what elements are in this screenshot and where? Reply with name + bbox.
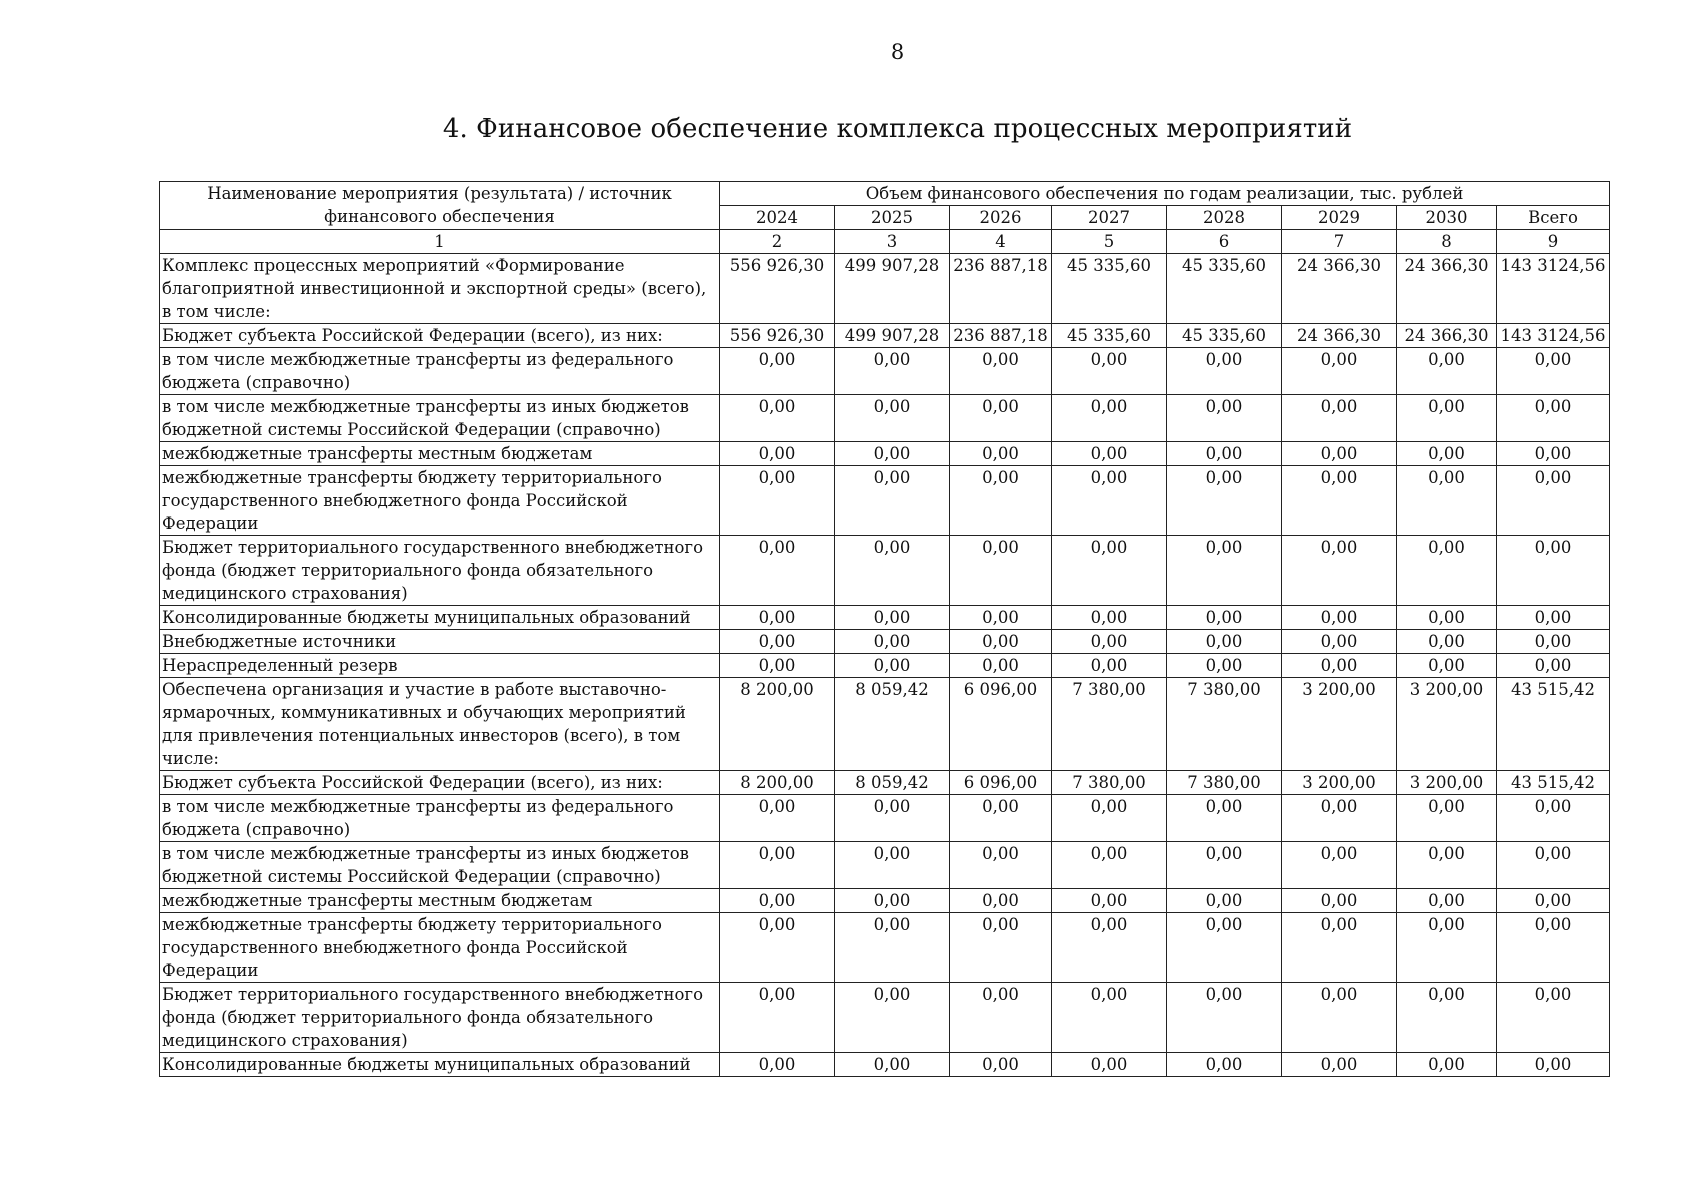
table-row — [160, 395, 1610, 442]
header-name-cell: Наименование мероприятия (результата) / источник финансового обеспечения — [160, 182, 720, 230]
table-row — [160, 606, 1610, 630]
row-value: 0,00 — [835, 442, 950, 466]
row-total-value: 0,00 — [1497, 889, 1610, 913]
row-total-value: 0,00 — [1497, 842, 1610, 889]
row-value: 45 335,60 — [1052, 324, 1167, 348]
row-value: 0,00 — [950, 842, 1052, 889]
row-value: 7 380,00 — [1167, 678, 1282, 771]
row-name: Бюджет субъекта Российской Федерации (всего), из них: — [160, 771, 720, 795]
row-name: межбюджетные трансферты бюджету территориального государственного внебюджетного фонда Российской Федерации — [160, 466, 720, 536]
row-value: 0,00 — [1167, 889, 1282, 913]
row-value: 0,00 — [950, 348, 1052, 395]
row-value: 7 380,00 — [1167, 771, 1282, 795]
row-value: 0,00 — [1167, 395, 1282, 442]
row-value: 0,00 — [950, 466, 1052, 536]
table-row — [160, 536, 1610, 606]
row-total-value: 0,00 — [1497, 1053, 1610, 1077]
row-value: 0,00 — [1282, 442, 1397, 466]
row-value: 0,00 — [720, 466, 835, 536]
row-value: 0,00 — [835, 536, 950, 606]
row-name: в том числе межбюджетные трансферты из иных бюджетов бюджетной системы Российской Федерации (справочно) — [160, 395, 720, 442]
table-body — [160, 254, 1610, 1077]
row-total-value: 143 3124,56 — [1497, 254, 1610, 324]
year-header: 2028 — [1167, 206, 1282, 230]
column-number: 6 — [1167, 230, 1282, 254]
row-value: 0,00 — [1052, 795, 1167, 842]
row-total-value: 0,00 — [1497, 654, 1610, 678]
table-row — [160, 654, 1610, 678]
row-value: 0,00 — [1052, 442, 1167, 466]
row-value: 0,00 — [1282, 654, 1397, 678]
row-value: 6 096,00 — [950, 771, 1052, 795]
table-row — [160, 442, 1610, 466]
row-value: 0,00 — [1282, 466, 1397, 536]
row-value: 8 200,00 — [720, 678, 835, 771]
table-row — [160, 630, 1610, 654]
row-value: 0,00 — [1167, 842, 1282, 889]
row-total-value: 0,00 — [1497, 466, 1610, 536]
year-header: 2029 — [1282, 206, 1397, 230]
row-total-value: 0,00 — [1497, 536, 1610, 606]
column-number: 4 — [950, 230, 1052, 254]
row-value: 0,00 — [835, 983, 950, 1053]
row-name: Консолидированные бюджеты муниципальных образований — [160, 606, 720, 630]
row-value: 0,00 — [720, 795, 835, 842]
row-value: 0,00 — [1397, 536, 1497, 606]
row-value: 0,00 — [1282, 889, 1397, 913]
row-value: 7 380,00 — [1052, 678, 1167, 771]
row-name: межбюджетные трансферты местным бюджетам — [160, 442, 720, 466]
row-value: 0,00 — [720, 983, 835, 1053]
row-value: 0,00 — [1282, 913, 1397, 983]
row-value: 0,00 — [1282, 630, 1397, 654]
row-value: 0,00 — [1052, 630, 1167, 654]
row-name: в том числе межбюджетные трансферты из федерального бюджета (справочно) — [160, 795, 720, 842]
table-row — [160, 324, 1610, 348]
row-value: 0,00 — [1397, 889, 1497, 913]
row-value: 236 887,18 — [950, 254, 1052, 324]
row-value: 0,00 — [1397, 654, 1497, 678]
row-value: 0,00 — [720, 442, 835, 466]
row-value: 0,00 — [1052, 395, 1167, 442]
table-row — [160, 913, 1610, 983]
row-value: 0,00 — [1052, 606, 1167, 630]
row-value: 0,00 — [720, 536, 835, 606]
row-name: Комплекс процессных мероприятий «Формирование благоприятной инвестиционной и экспортной среды» (всего), в том числе: — [160, 254, 720, 324]
row-value: 0,00 — [1167, 466, 1282, 536]
row-value: 0,00 — [950, 1053, 1052, 1077]
row-value: 0,00 — [720, 913, 835, 983]
row-value: 0,00 — [835, 630, 950, 654]
row-total-value: 0,00 — [1497, 606, 1610, 630]
year-header: 2027 — [1052, 206, 1167, 230]
header-volume-cell: Объем финансового обеспечения по годам реализации, тыс. рублей — [720, 182, 1610, 206]
column-number: 1 — [160, 230, 720, 254]
row-value: 45 335,60 — [1052, 254, 1167, 324]
year-header: 2030 — [1397, 206, 1497, 230]
row-value: 0,00 — [1282, 983, 1397, 1053]
page-number: 8 — [890, 40, 905, 64]
row-value: 0,00 — [1167, 654, 1282, 678]
row-total-value: 43 515,42 — [1497, 678, 1610, 771]
row-value: 0,00 — [1052, 536, 1167, 606]
table-row — [160, 889, 1610, 913]
table-row — [160, 1053, 1610, 1077]
row-name: в том числе межбюджетные трансферты из федерального бюджета (справочно) — [160, 348, 720, 395]
table-row — [160, 842, 1610, 889]
row-value: 45 335,60 — [1167, 324, 1282, 348]
row-value: 0,00 — [950, 795, 1052, 842]
row-value: 0,00 — [1167, 1053, 1282, 1077]
row-value: 499 907,28 — [835, 254, 950, 324]
row-value: 0,00 — [1167, 913, 1282, 983]
row-name: Бюджет субъекта Российской Федерации (всего), из них: — [160, 324, 720, 348]
row-total-value: 0,00 — [1497, 913, 1610, 983]
row-value: 0,00 — [1167, 795, 1282, 842]
row-value: 0,00 — [720, 630, 835, 654]
table-row — [160, 795, 1610, 842]
row-value: 0,00 — [950, 536, 1052, 606]
row-value: 0,00 — [720, 654, 835, 678]
row-value: 8 059,42 — [835, 771, 950, 795]
row-value: 0,00 — [1397, 1053, 1497, 1077]
row-value: 8 200,00 — [720, 771, 835, 795]
row-value: 0,00 — [1397, 983, 1497, 1053]
row-value: 0,00 — [1282, 395, 1397, 442]
row-value: 0,00 — [835, 606, 950, 630]
row-value: 3 200,00 — [1397, 678, 1497, 771]
row-total-value: 143 3124,56 — [1497, 324, 1610, 348]
row-value: 0,00 — [1167, 630, 1282, 654]
row-name: Обеспечена организация и участие в работе выставочно-ярмарочных, коммуникативных и обучающих мероприятий для привлечения потенциальных инвесторов (всего), в том числе: — [160, 678, 720, 771]
row-value: 0,00 — [835, 913, 950, 983]
row-value: 236 887,18 — [950, 324, 1052, 348]
header-row — [160, 182, 1610, 206]
row-name: Консолидированные бюджеты муниципальных образований — [160, 1053, 720, 1077]
row-value: 0,00 — [1052, 842, 1167, 889]
row-total-value: 0,00 — [1497, 442, 1610, 466]
row-name: межбюджетные трансферты местным бюджетам — [160, 889, 720, 913]
row-value: 0,00 — [950, 983, 1052, 1053]
row-value: 45 335,60 — [1167, 254, 1282, 324]
row-value: 0,00 — [950, 442, 1052, 466]
row-value: 0,00 — [950, 913, 1052, 983]
row-value: 499 907,28 — [835, 324, 950, 348]
row-value: 0,00 — [950, 606, 1052, 630]
financing-table — [159, 181, 1610, 1077]
row-total-value: 0,00 — [1497, 395, 1610, 442]
row-value: 0,00 — [1052, 654, 1167, 678]
row-value: 0,00 — [1167, 348, 1282, 395]
row-value: 0,00 — [835, 348, 950, 395]
row-value: 0,00 — [1397, 630, 1497, 654]
row-value: 0,00 — [1167, 442, 1282, 466]
row-value: 0,00 — [1167, 983, 1282, 1053]
row-value: 0,00 — [1052, 889, 1167, 913]
row-value: 3 200,00 — [1282, 771, 1397, 795]
row-value: 0,00 — [950, 654, 1052, 678]
row-value: 0,00 — [835, 1053, 950, 1077]
row-value: 0,00 — [835, 395, 950, 442]
row-value: 0,00 — [950, 630, 1052, 654]
row-total-value: 0,00 — [1497, 630, 1610, 654]
row-value: 0,00 — [720, 395, 835, 442]
row-total-value: 0,00 — [1497, 983, 1610, 1053]
row-value: 0,00 — [1052, 348, 1167, 395]
row-value: 0,00 — [1167, 536, 1282, 606]
row-value: 0,00 — [1397, 795, 1497, 842]
row-value: 0,00 — [720, 1053, 835, 1077]
column-number: 3 — [835, 230, 950, 254]
row-value: 0,00 — [1282, 842, 1397, 889]
row-value: 0,00 — [720, 348, 835, 395]
table-row — [160, 466, 1610, 536]
table-row — [160, 678, 1610, 771]
row-total-value: 0,00 — [1497, 795, 1610, 842]
row-value: 0,00 — [835, 795, 950, 842]
column-number: 9 — [1497, 230, 1610, 254]
row-name: в том числе межбюджетные трансферты из иных бюджетов бюджетной системы Российской Федерации (справочно) — [160, 842, 720, 889]
row-value: 0,00 — [1282, 606, 1397, 630]
row-value: 0,00 — [1282, 536, 1397, 606]
column-number: 8 — [1397, 230, 1497, 254]
row-name: межбюджетные трансферты бюджету территориального государственного внебюджетного фонда Российской Федерации — [160, 913, 720, 983]
row-name: Нераспределенный резерв — [160, 654, 720, 678]
row-value: 0,00 — [1397, 466, 1497, 536]
column-number-row — [160, 230, 1610, 254]
row-value: 0,00 — [950, 889, 1052, 913]
row-value: 0,00 — [1282, 795, 1397, 842]
row-value: 0,00 — [1397, 442, 1497, 466]
row-value: 0,00 — [720, 606, 835, 630]
row-value: 0,00 — [835, 889, 950, 913]
column-number: 2 — [720, 230, 835, 254]
row-value: 6 096,00 — [950, 678, 1052, 771]
table-row — [160, 254, 1610, 324]
row-value: 24 366,30 — [1397, 324, 1497, 348]
year-header: 2025 — [835, 206, 950, 230]
row-name: Бюджет территориального государственного внебюджетного фонда (бюджет территориального фонда обязательного медицинского страхования) — [160, 536, 720, 606]
row-value: 0,00 — [950, 395, 1052, 442]
row-value: 0,00 — [720, 889, 835, 913]
row-value: 0,00 — [1282, 1053, 1397, 1077]
row-value: 0,00 — [835, 466, 950, 536]
row-total-value: 0,00 — [1497, 348, 1610, 395]
page-title: 4. Финансовое обеспечение комплекса процессных мероприятий — [442, 114, 1353, 144]
row-value: 0,00 — [1397, 348, 1497, 395]
row-value: 0,00 — [1052, 913, 1167, 983]
row-value: 0,00 — [1397, 395, 1497, 442]
row-value: 0,00 — [1397, 913, 1497, 983]
total-header: Всего — [1497, 206, 1610, 230]
table-row — [160, 771, 1610, 795]
table-row — [160, 348, 1610, 395]
row-value: 3 200,00 — [1282, 678, 1397, 771]
row-value: 0,00 — [1282, 348, 1397, 395]
row-value: 24 366,30 — [1397, 254, 1497, 324]
column-number: 7 — [1282, 230, 1397, 254]
year-header: 2026 — [950, 206, 1052, 230]
row-name: Внебюджетные источники — [160, 630, 720, 654]
row-value: 8 059,42 — [835, 678, 950, 771]
row-value: 0,00 — [1052, 466, 1167, 536]
row-value: 7 380,00 — [1052, 771, 1167, 795]
row-value: 3 200,00 — [1397, 771, 1497, 795]
row-value: 24 366,30 — [1282, 254, 1397, 324]
table-row — [160, 983, 1610, 1053]
row-name: Бюджет территориального государственного внебюджетного фонда (бюджет территориального фонда обязательного медицинского страхования) — [160, 983, 720, 1053]
row-value: 0,00 — [720, 842, 835, 889]
column-number: 5 — [1052, 230, 1167, 254]
row-value: 0,00 — [1052, 1053, 1167, 1077]
row-value: 0,00 — [1052, 983, 1167, 1053]
row-value: 556 926,30 — [720, 254, 835, 324]
row-value: 0,00 — [1397, 842, 1497, 889]
row-value: 24 366,30 — [1282, 324, 1397, 348]
row-value: 0,00 — [835, 654, 950, 678]
row-value: 0,00 — [835, 842, 950, 889]
table-header — [160, 182, 1610, 254]
row-total-value: 43 515,42 — [1497, 771, 1610, 795]
row-value: 0,00 — [1397, 606, 1497, 630]
row-value: 556 926,30 — [720, 324, 835, 348]
row-value: 0,00 — [1167, 606, 1282, 630]
year-header: 2024 — [720, 206, 835, 230]
